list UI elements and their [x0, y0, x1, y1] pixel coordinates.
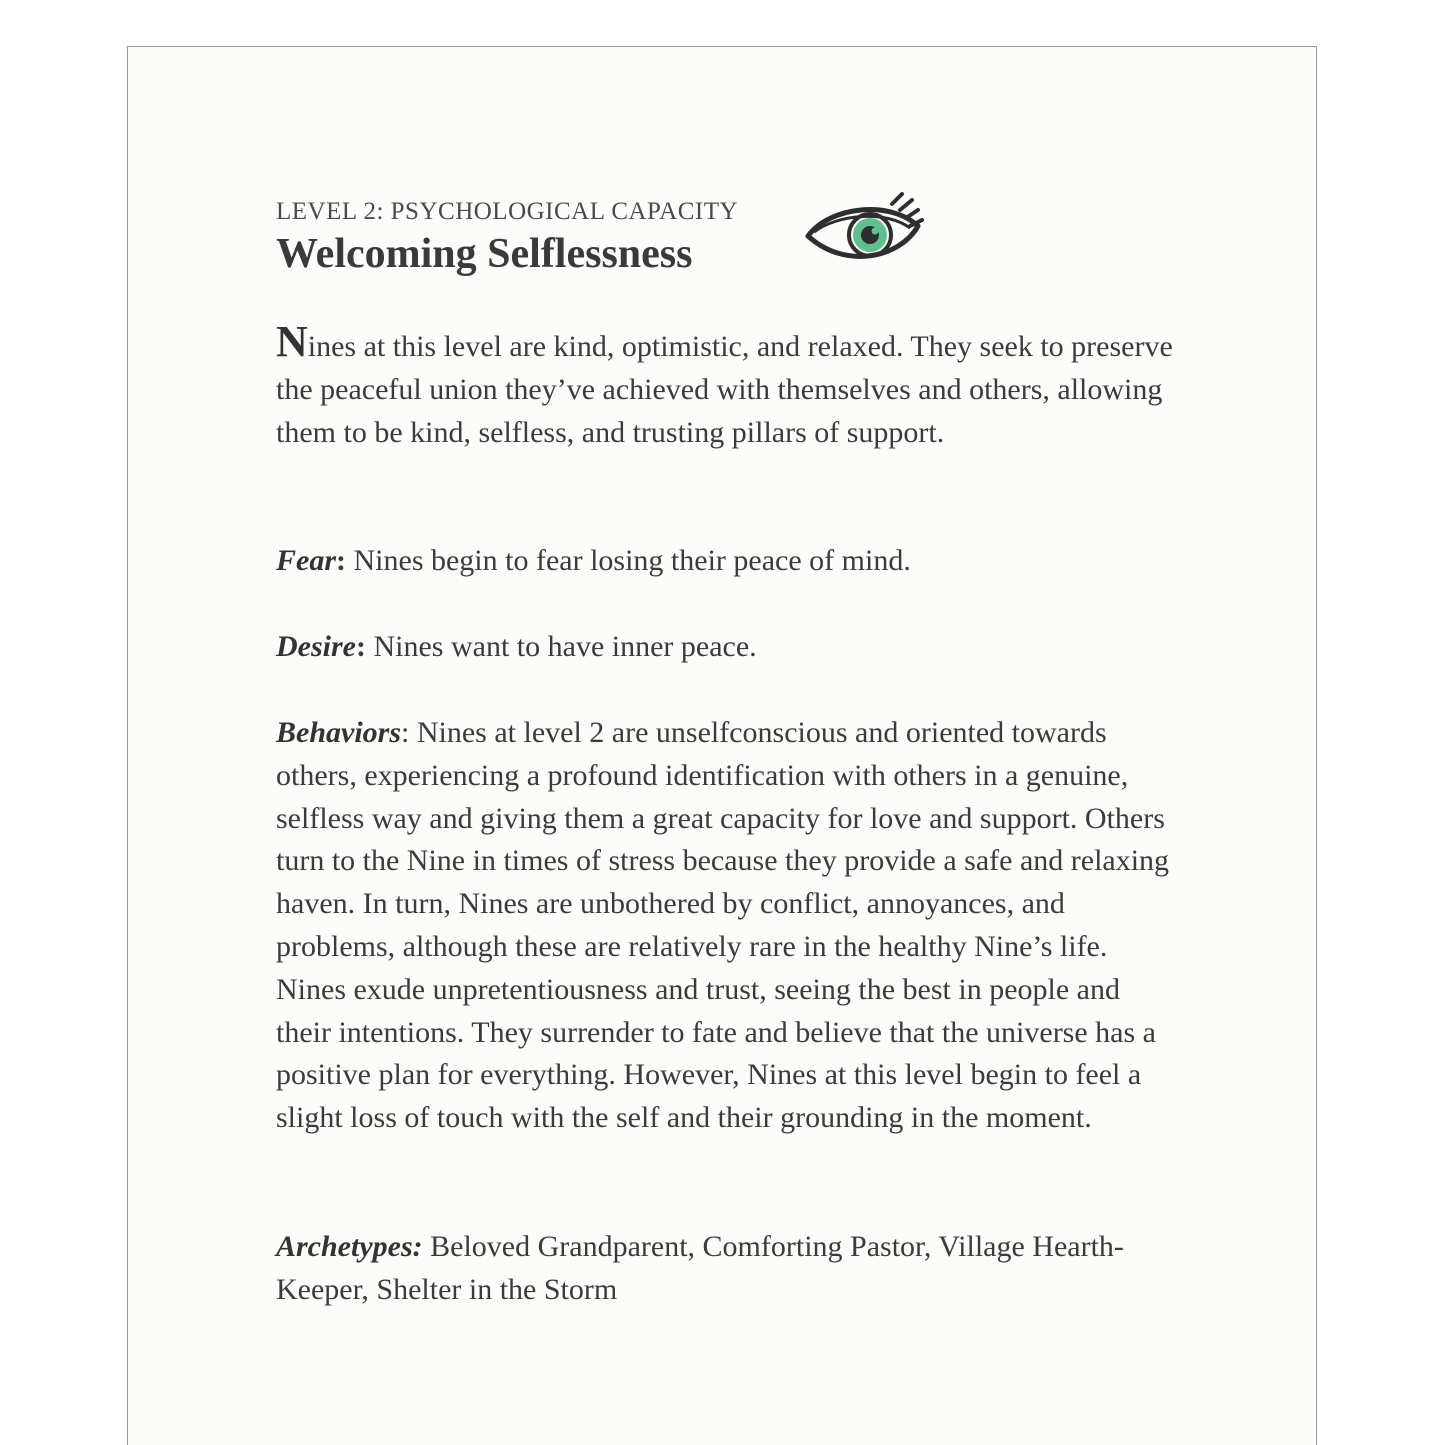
fear-colon: : [336, 544, 346, 577]
desire-paragraph [276, 626, 1176, 669]
fear-text: Nines begin to fear losing their peace of mind. [346, 544, 911, 577]
archetypes-label: Archetypes: [276, 1230, 423, 1263]
fear-label: Fear [276, 544, 336, 577]
desire-colon: : [355, 630, 366, 663]
intro-paragraph [276, 317, 1176, 454]
behaviors-label: Behaviors [276, 716, 402, 749]
archetypes-text: Beloved Grandparent, Comforting Pastor, Village Hearth-Keeper, Shelter in the Storm [276, 1230, 1124, 1306]
drop-cap: N [276, 317, 308, 366]
section-eyebrow: LEVEL 2: PSYCHOLOGICAL CAPACITY [276, 198, 739, 225]
behaviors-text: Nines at level 2 are unselfconscious and oriented towards others, experiencing a profound identification with others in a genuine, selfless way and giving them a great capacity for love and support. Others turn to the Nine in times of stress because they provide a safe and relaxing haven. In turn, Nines are unbothered by conflict, annoyances, and problems, although these are relatively rare in the healthy Nine’s life. Nines exude unpretentiousness and trust, seeing the best in people and their intentions. They surrender to fate and believe that the universe has a positive plan for everything. However, Nines at this level begin to feel a slight loss of touch with the self and their grounding in the moment. [276, 716, 1170, 1135]
fear-paragraph [276, 540, 1176, 583]
desire-label: Desire [276, 630, 356, 663]
page-title: Welcoming Selflessness [276, 231, 693, 277]
desire-text: Nines want to have inner peace. [365, 630, 757, 663]
eye-icon [800, 188, 926, 274]
intro-text: ines at this level are kind, optimistic, and relaxed. They seek to preserve the peaceful union they’ve achieved with themselves and others, allowing them to be kind, selfless, and trusting pillars of support. [276, 330, 1173, 449]
archetypes-paragraph [276, 1226, 1176, 1312]
behaviors-colon: : [401, 716, 410, 749]
behaviors-paragraph [276, 712, 1176, 1140]
